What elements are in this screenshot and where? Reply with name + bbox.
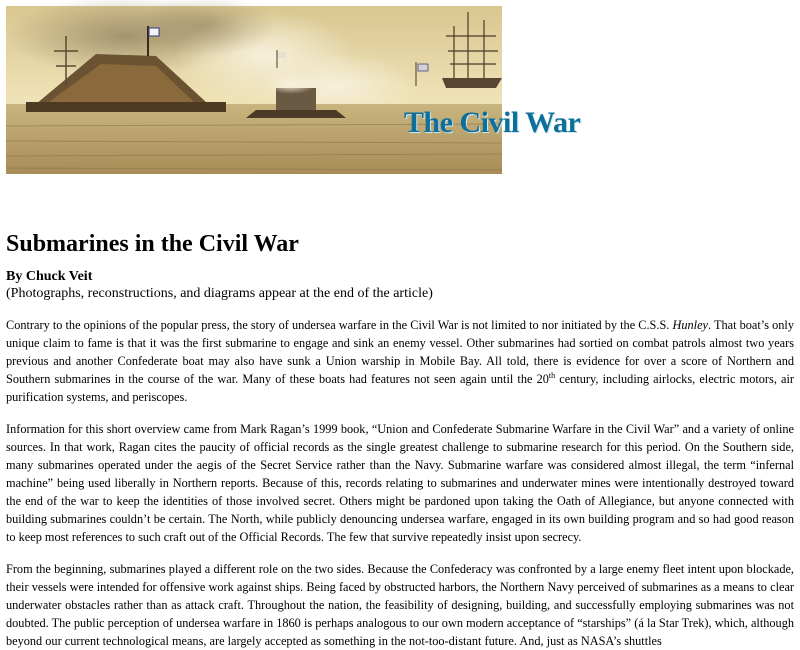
ship-name: Hunley [672, 318, 709, 332]
byline [6, 268, 794, 302]
article [6, 226, 794, 650]
paragraph-1-part-c: century, including airlocks, electric motors, air purification systems, and periscopes. [6, 372, 795, 404]
banner-title: The Civil War [404, 106, 581, 139]
ordinal-suffix: th [548, 371, 556, 380]
paragraph-1-part-a: Contrary to the opinions of the popular press, the story of undersea warfare in the Civil War is not limited to nor initiated by the C.S.S. [6, 318, 673, 332]
paragraph-3: From the beginning, submarines played a different role on the two sides. Because the Confederacy was confronted by a large enemy fleet intent upon blockade, their vessels were intended for offensive work against ships. Being faced by obstructed harbors, the Northern Navy perceived of submarines as a means to clear underwater obstacles rather than as attack craft. Throughout the nation, the feasibility of designing, building, and successfully employing submarines was not doubted. The public perception of undersea warfare in 1860 is perhaps analogous to our own modern acceptance of “starships” (á la Star Trek), which, although beyond our current technological means, are largely accepted as something in the not-too-distant future. And, just as NASA’s shuttles [6, 562, 794, 648]
article-note: (Photographs, reconstructions, and diagrams appear at the end of the article) [6, 286, 433, 301]
banner-painting [6, 6, 502, 174]
paragraph-2: Information for this short overview came from Mark Ragan’s 1999 book, “Union and Confederate Submarine Warfare in the Civil War” and a variety of online sources. In that work, Ragan cites the paucity of official records as the single greatest challenge to submarine research for this period. On the Southern side, many submarines operated under the aegis of the Secret Service rather than the Navy. Submarine warfare was considered almost illegal, the term “infernal machine” being used liberally in Northern reports. Because of this, records relating to submarines and underwater mines were intentionally destroyed toward the end of the war to keep the identities of those involved secret. Others might be pardoned upon taking the Oath of Allegiance, but anyone connected with building submarines couldn’t be certain. The North, while publicly denouncing undersea warfare, engaged in its own building program and so had good reason to keep most references to such craft out of the Official Records. The few that survive repeatedly insist upon secrecy. [6, 422, 794, 544]
article-title: Submarines in the Civil War [6, 231, 299, 257]
paragraph-1 [6, 316, 794, 406]
paragraph-1-part-b: . That boat’s only unique claim to fame is that it was the first submarine to engage and sink an enemy vessel. Other submarines had sortied on combat patrols almost two years previous and another Confederate boat may also have sunk a Union warship in Mobile Bay. All told, there is evidence for over a score of Northern and Southern submarines in the course of the war. Many of these boats had features not seen again until the 20 [6, 318, 794, 386]
article-author: By Chuck Veit [6, 269, 93, 284]
naval-battle-painting [6, 6, 502, 174]
